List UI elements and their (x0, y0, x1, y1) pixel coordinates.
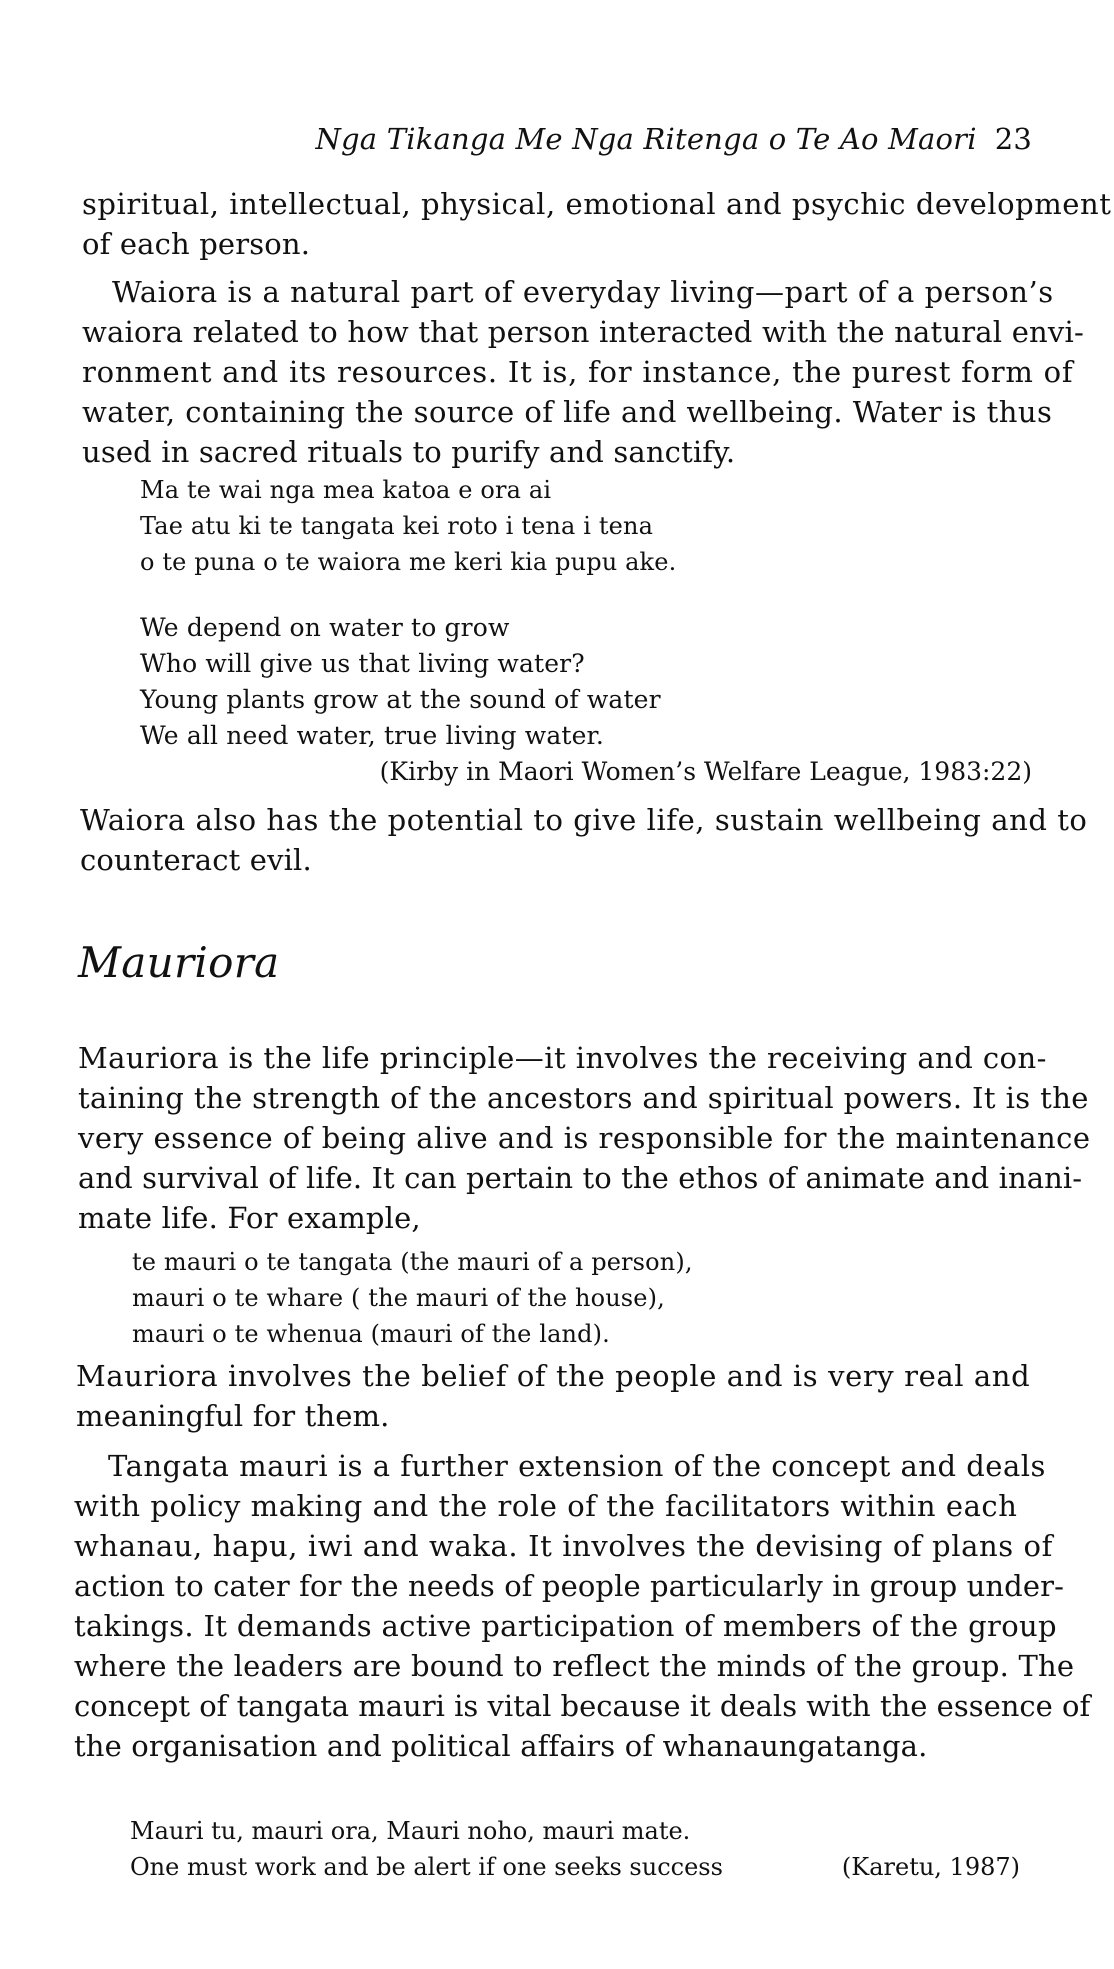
proverb-block (130, 1813, 1020, 1885)
paragraph-waiora-potential (80, 800, 1088, 880)
running-head (315, 122, 1032, 156)
text-line: Waiora is a natural part of everyday living—part of a person’s (112, 275, 1054, 309)
page-number: 23 (994, 122, 1032, 156)
text-line: Mauriora is the life principle—it involves the receiving and con- (78, 1041, 1047, 1075)
mauri-examples (132, 1244, 693, 1352)
paragraph-continuation (82, 184, 1112, 264)
text-line: ronment and its resources. It is, for instance, the purest form of (82, 355, 1074, 389)
verse-line: Who will give us that living water? (140, 649, 585, 678)
verse-line: We depend on water to grow (140, 613, 510, 642)
text-line: Waiora also has the potential to give life, sustain wellbeing and to (80, 803, 1088, 837)
text-line: Mauriora involves the belief of the people and is very real and (76, 1359, 1031, 1393)
maori-verse (140, 472, 676, 580)
verse-line: Tae atu ki te tangata kei roto i tena i tena (140, 512, 654, 540)
verse-line: Ma te wai nga mea katoa e ora ai (140, 476, 552, 504)
proverb-citation: (Karetu, 1987) (841, 1853, 1020, 1881)
text-line: and survival of life. It can pertain to the ethos of animate and inani- (78, 1161, 1083, 1195)
text-line: very essence of being alive and is responsible for the maintenance (78, 1121, 1091, 1155)
text-line: the organisation and political affairs of whanaungatanga. (74, 1729, 928, 1763)
text-line: taining the strength of the ancestors and spiritual powers. It is the (78, 1081, 1089, 1115)
example-line: te mauri o te tangata (the mauri of a person), (132, 1248, 693, 1276)
text-line: whanau, hapu, iwi and waka. It involves the devising of plans of (74, 1529, 1053, 1563)
paragraph-tangata-mauri (74, 1446, 1091, 1766)
section-heading: Mauriora (78, 938, 280, 987)
running-title: Nga Tikanga Me Nga Ritenga o Te Ao Maori (315, 122, 977, 156)
text-line: action to cater for the needs of people particularly in group under- (74, 1569, 1064, 1603)
example-line: mauri o te whenua (mauri of the land). (132, 1320, 610, 1348)
text-line: with policy making and the role of the facilitators within each (74, 1489, 1018, 1523)
paragraph-mauriora-belief (76, 1356, 1031, 1436)
text-line: spiritual, intellectual, physical, emotional and psychic development (82, 187, 1112, 221)
english-verse (140, 610, 661, 754)
text-line: mate life. For example, (78, 1201, 421, 1235)
proverb-line: Mauri tu, mauri ora, Mauri noho, mauri mate. (130, 1817, 691, 1845)
verse-line: We all need water, true living water. (140, 721, 604, 750)
text-line: concept of tangata mauri is vital because it deals with the essence of (74, 1689, 1091, 1723)
text-line: used in sacred rituals to purify and sanctify. (82, 435, 736, 469)
text-line: counteract evil. (80, 843, 312, 877)
text-line: of each person. (82, 227, 311, 261)
text-line: where the leaders are bound to reflect the minds of the group. The (74, 1649, 1075, 1683)
verse-line: Young plants grow at the sound of water (140, 685, 661, 714)
text-line: meaningful for them. (76, 1399, 390, 1433)
example-line: mauri o te whare ( the mauri of the house), (132, 1284, 665, 1312)
verse-citation: (Kirby in Maori Women’s Welfare League, 1983:22) (379, 757, 1032, 786)
proverb-line: One must work and be alert if one seeks success (130, 1853, 723, 1881)
verse-line: o te puna o te waiora me keri kia pupu ake. (140, 548, 677, 576)
paragraph-waiora (82, 272, 1084, 472)
text-line: takings. It demands active participation of members of the group (74, 1609, 1057, 1643)
text-line: Tangata mauri is a further extension of the concept and deals (108, 1449, 1046, 1483)
paragraph-mauriora (78, 1038, 1091, 1238)
text-line: waiora related to how that person interacted with the natural envi- (82, 315, 1084, 349)
text-line: water, containing the source of life and wellbeing. Water is thus (82, 395, 1053, 429)
